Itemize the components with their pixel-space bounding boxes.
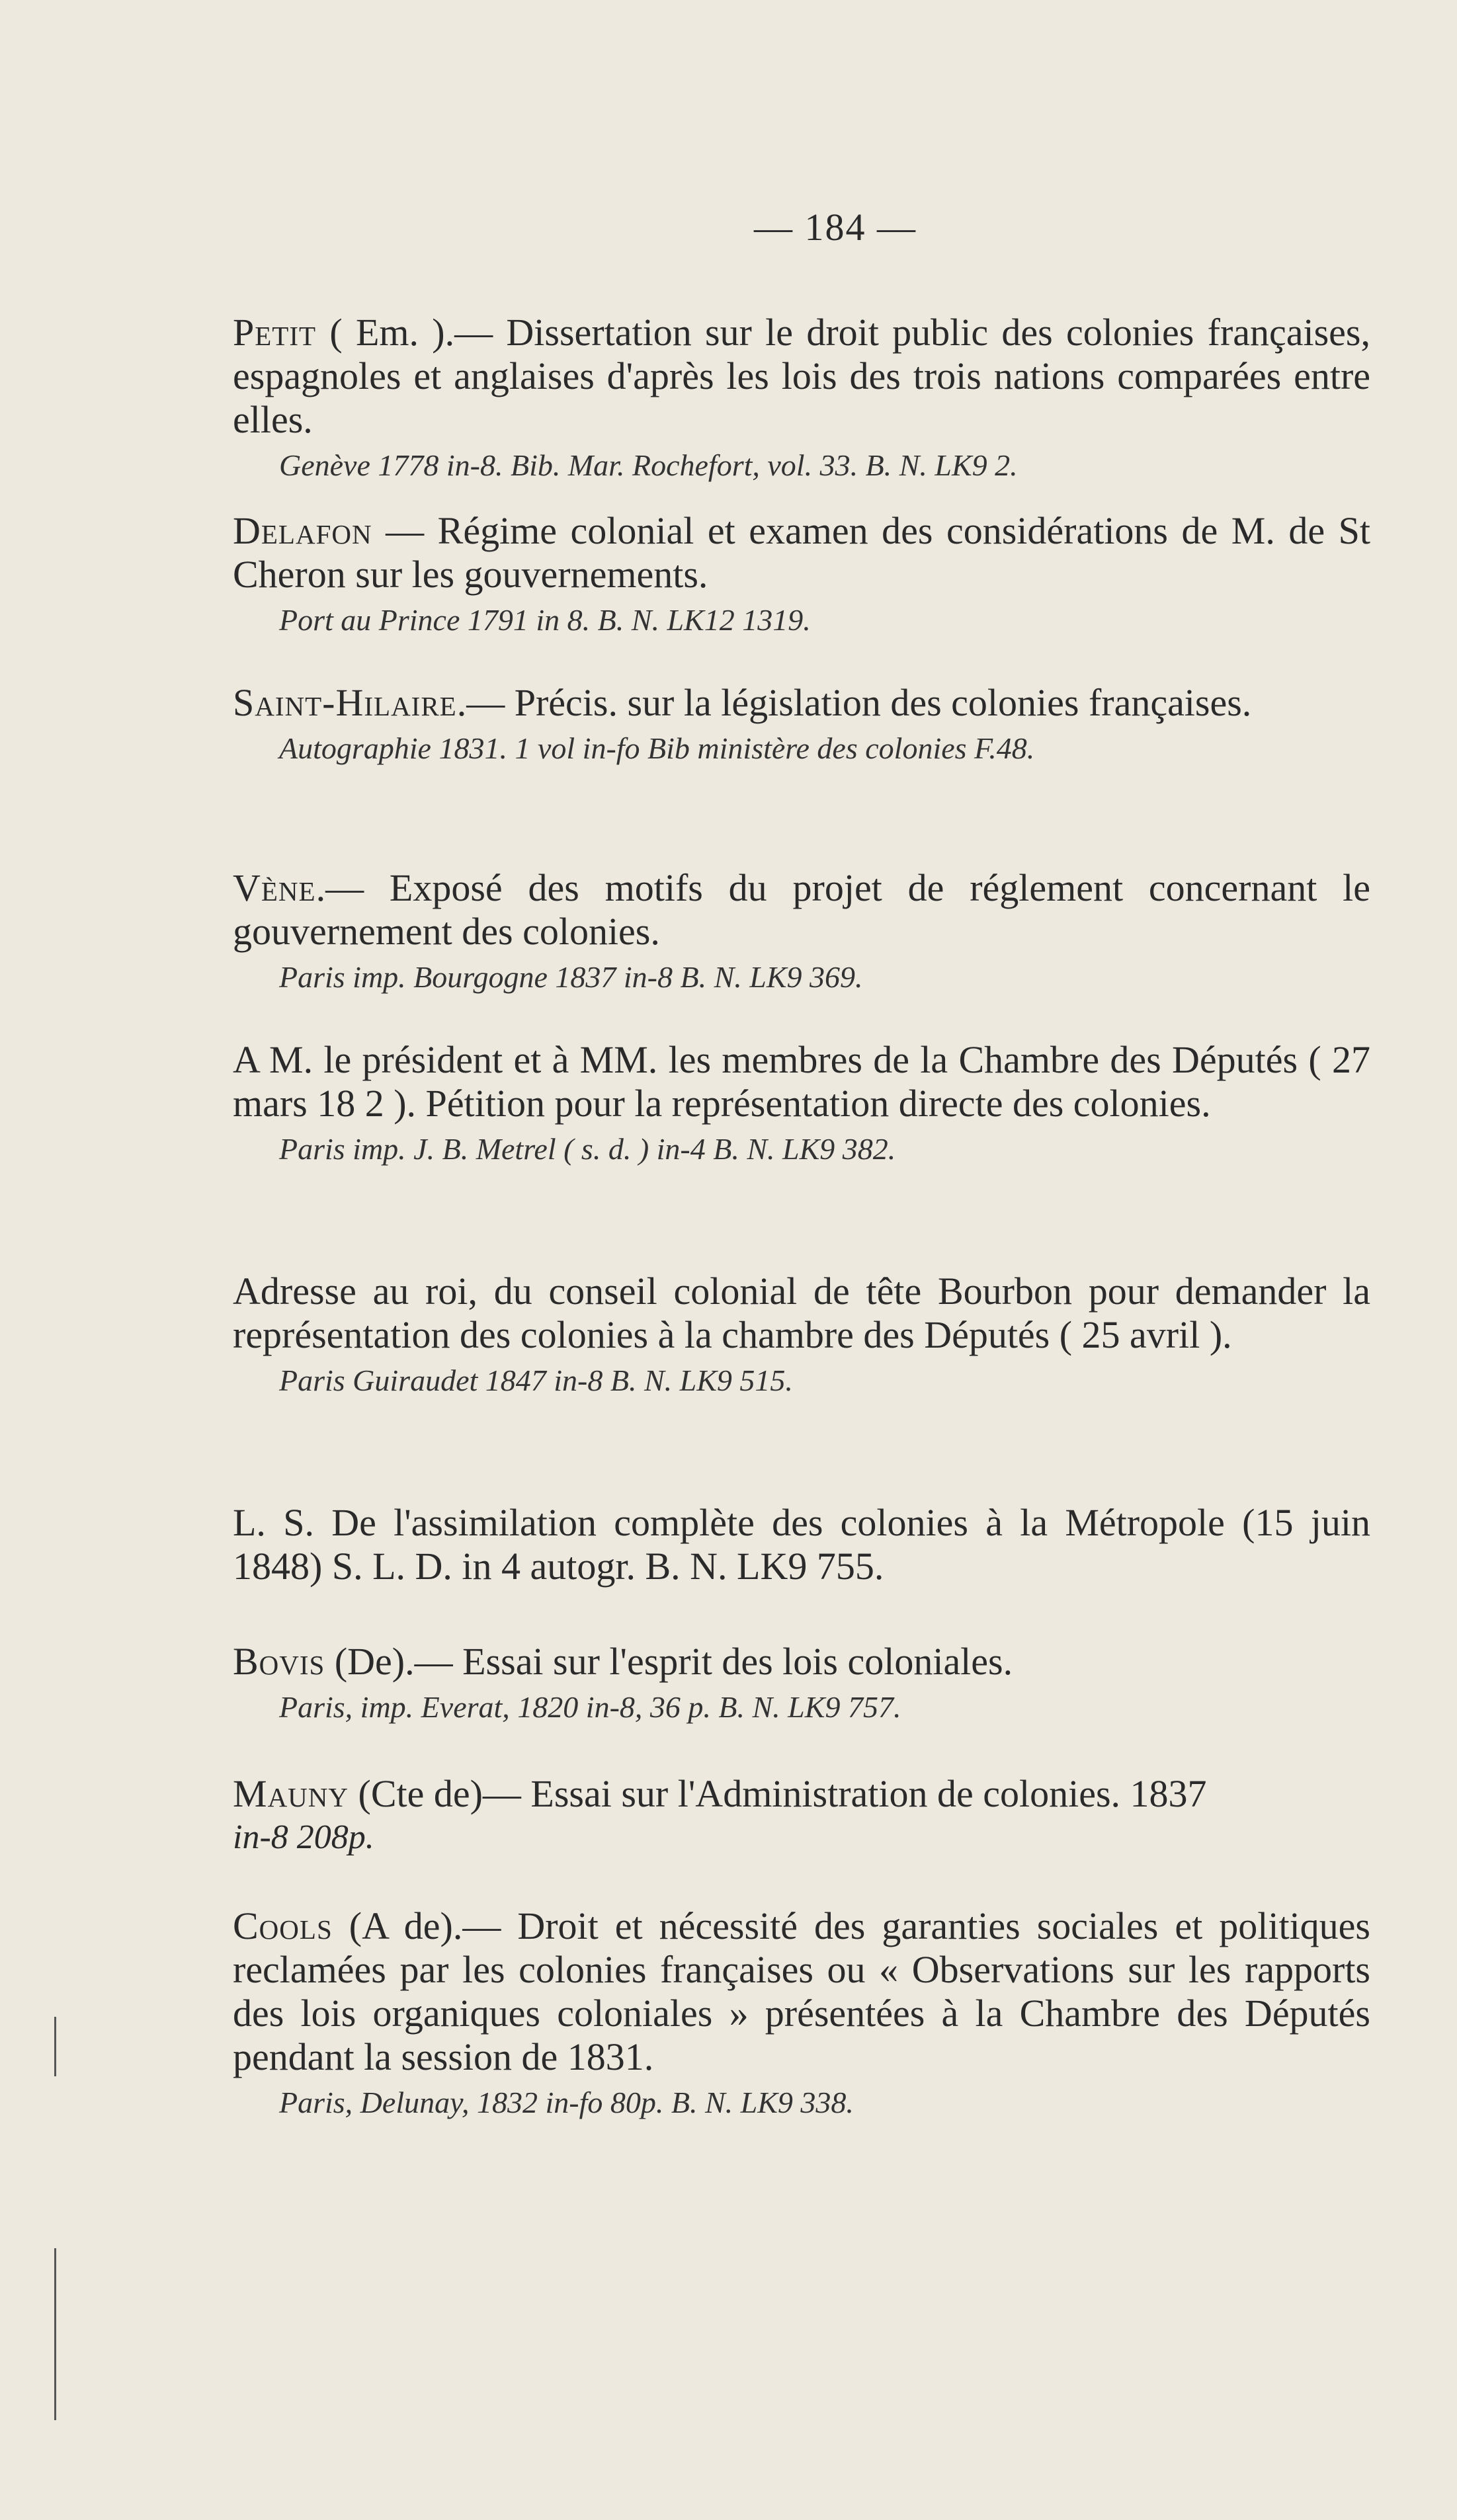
bibliography-entry [233,1640,1370,1726]
entry-text: (A de).— Droit et nécessité des garanties sociales et politiques reclamées par les colonies françaises ou « Observations sur les rapports des lois organiques coloniales » présentées à la Chambre des Députés pendant la session de 1831. [233,1904,1370,2078]
bibliography-entry [233,1270,1370,1399]
entry-reference: Paris imp. Bourgogne 1837 in-8 B. N. LK9 369. [279,960,863,994]
entry-text: .— Précis. sur la législation des colonies françaises. [456,681,1252,724]
entry-text: — Régime colonial et examen des considérations de M. de St Cheron sur les gouvernements. [233,509,1370,596]
entry-reference: Paris Guiraudet 1847 in-8 B. N. LK9 515. [279,1363,793,1397]
entry-author: Delafon [233,509,372,552]
entry-reference: Paris, imp. Everat, 1820 in-8, 36 p. B. N. LK9 757. [279,1690,901,1724]
entry-reference: Port au Prince 1791 in 8. B. N. LK12 1319. [279,603,811,637]
entry-text: A M. le président et à MM. les membres de la Chambre des Députés ( 27 mars 18 2 ). Pétition pour la représentation directe des colonies. [233,1038,1370,1125]
entry-author: Bovis [233,1640,325,1683]
entry-text: .— Exposé des motifs du projet de réglement concernant le gouvernement des colonies. [233,866,1370,953]
bibliography-entry [233,311,1370,484]
margin-mark [54,2248,56,2420]
entry-text: Adresse au roi, du conseil colonial de tête Bourbon pour demander la représentation des colonies à la chambre des Députés ( 25 avril ). [233,1270,1370,1356]
entry-author: Cools [233,1904,333,1947]
bibliography-entry [233,1501,1370,1588]
entry-text: (Cte de)— Essai sur l'Administration de colonies. 1837 [349,1772,1207,1815]
bibliography-entry [233,866,1370,996]
entry-text: ( Em. ).— Dissertation sur le droit public des colonies françaises, espagnoles et anglaises d'après les lois des trois nations comparées entre elles. [233,311,1370,441]
bibliography-entry [233,509,1370,639]
margin-mark [54,2017,56,2076]
bibliography-entry [233,681,1370,767]
entry-author: Petit [233,311,317,354]
entry-author: Saint-Hilaire [233,681,457,724]
entry-reference: Genève 1778 in-8. Bib. Mar. Rochefort, vol. 33. B. N. LK9 2. [279,448,1018,482]
bibliography-entry [233,1772,1370,1859]
bibliography-entry [233,1038,1370,1168]
entry-reference: Autographie 1831. 1 vol in-fo Bib ministère des colonies F.48. [279,731,1035,765]
bibliography-entry [233,1904,1370,2121]
entry-text: L. S. De l'assimilation complète des colonies à la Métropole (15 juin 1848) S. L. D. in 4 autogr. B. N. LK9 755. [233,1501,1370,1588]
entry-text: (De).— Essai sur l'esprit des lois coloniales. [325,1640,1013,1683]
entry-reference: Paris imp. J. B. Metrel ( s. d. ) in-4 B. N. LK9 382. [279,1132,896,1166]
entry-author: Mauny [233,1772,349,1815]
entry-author: Vène [233,866,316,909]
page-number: — 184 — [754,206,917,249]
entry-reference: Paris, Delunay, 1832 in-fo 80p. B. N. LK9 338. [279,2086,854,2119]
entry-reference: in-8 208p. [233,1818,374,1856]
